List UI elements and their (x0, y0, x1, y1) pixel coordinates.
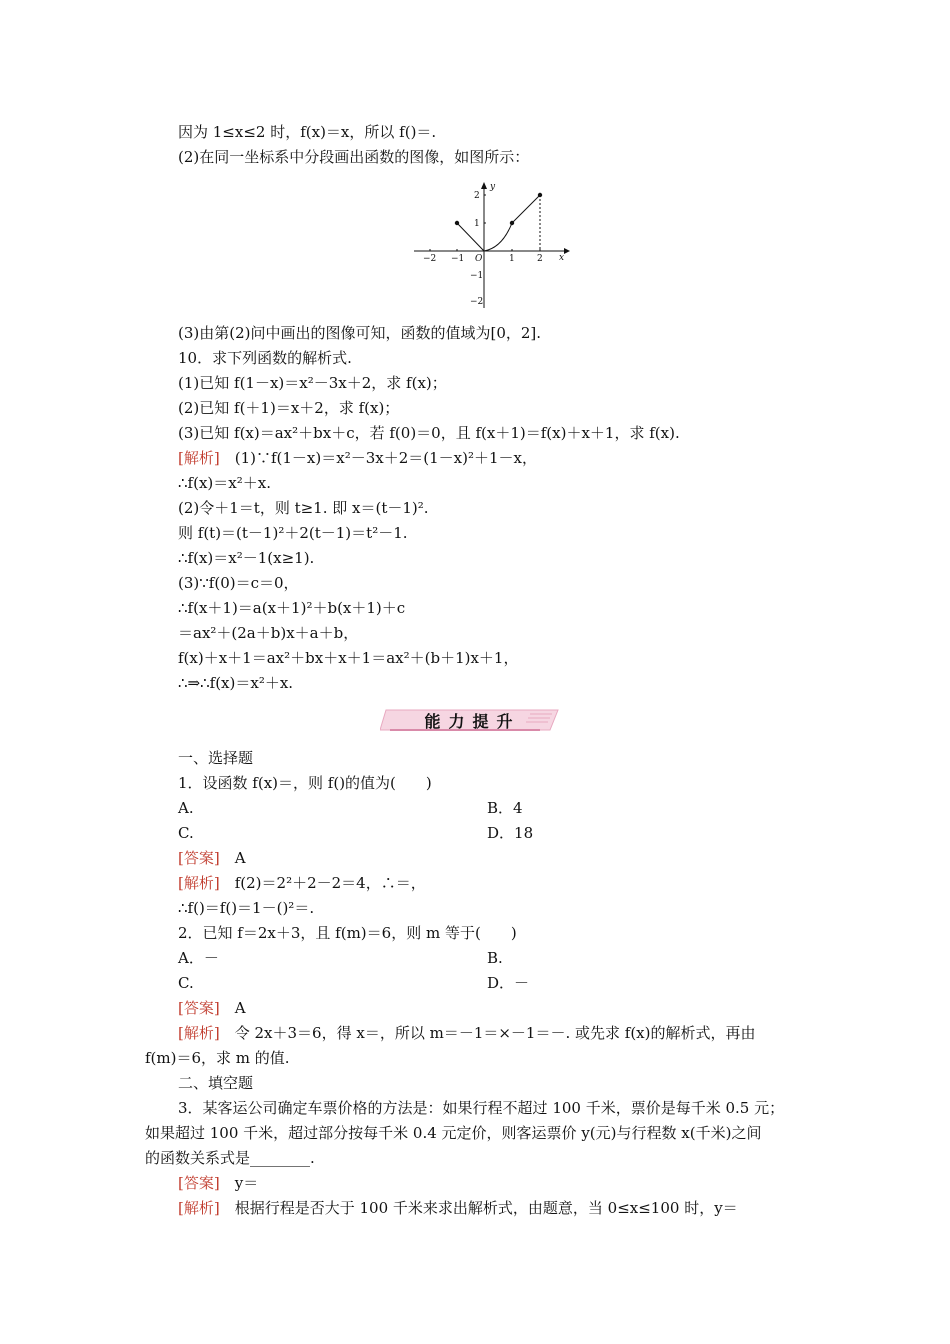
text-line: ＝ax²＋(2a＋b)x＋a＋b， (178, 624, 359, 642)
text-line: (3)由第(2)问中画出的图像可知，函数的值域为[0，2]. (178, 324, 542, 342)
answer-value: A (234, 849, 246, 867)
y-tick-label: 2 (474, 191, 480, 201)
text-line: ∴f(x＋1)＝a(x＋1)²＋b(x＋1)＋c (178, 599, 406, 617)
jiexi-tag: [解析] (178, 874, 220, 892)
text-line: 则 f(t)＝(t－1)²＋2(t－1)＝t²－1. (178, 524, 408, 542)
text-line: (2)已知 f(＋1)＝x＋2，求 f(x)； (178, 399, 400, 417)
explanation-line (178, 1023, 756, 1043)
text-line: ∴f(x)＝x²＋x. (178, 474, 271, 492)
section-heading: 一、选择题 (178, 749, 254, 767)
section-heading: 二、填空题 (178, 1074, 254, 1092)
function-graph (412, 180, 572, 315)
text-line: (3)∵f(0)＝c＝0， (178, 574, 299, 592)
jiexi-tag: [解析] (178, 1024, 220, 1042)
question-stem: 的函数关系式是________. (145, 1149, 315, 1167)
option-d: D．18 (487, 824, 534, 842)
jiexi-tag: [解析] (178, 1199, 220, 1217)
y-axis-label: y (490, 182, 496, 192)
text-line: (3)已知 f(x)＝ax²＋bx＋c，若 f(0)＝0，且 f(x＋1)＝f(x)＋x＋1，求 f(x). (178, 424, 680, 442)
text-line: f(x)＋x＋1＝ax²＋bx＋x＋1＝ax²＋(b＋1)x＋1， (178, 649, 519, 667)
option-c: C. (178, 974, 194, 992)
question-stem: 如果超过 100 千米，超过部分按每千米 0.4 元定价，则客运票价 y(元)与行程数 x(千米)之间 (145, 1124, 762, 1142)
x-tick-label: −1 (451, 254, 465, 264)
option-c: C. (178, 824, 194, 842)
text-line: ∴⇒∴f(x)＝x²＋x. (178, 674, 294, 692)
answer-value: y＝ (234, 1174, 259, 1192)
answer-line (178, 998, 246, 1018)
text-line: f(m)＝6，求 m 的值. (145, 1049, 290, 1067)
y-tick-label: −2 (470, 297, 484, 307)
explanation-line (178, 1198, 738, 1218)
y-tick-label: −1 (470, 271, 484, 281)
explanation-line (178, 873, 426, 893)
option-b: B．4 (487, 799, 523, 817)
y-axis-arrow (481, 182, 487, 189)
origin-label: O (475, 254, 483, 264)
section-banner (380, 705, 565, 735)
text-line: ∴f(x)＝x²－1(x≥1). (178, 549, 315, 567)
x-tick-label: 2 (537, 254, 543, 264)
graph-segment-left (457, 223, 484, 251)
daan-tag: [答案] (178, 849, 220, 867)
explanation-text: 根据行程是否大于 100 千米来求出解析式，由题意，当 0≤x≤100 时，y＝ (234, 1199, 738, 1217)
graph-segment-right (512, 195, 540, 223)
text-line: (1)已知 f(1－x)＝x²－3x＋2，求 f(x)； (178, 374, 447, 392)
option-b: B. (487, 949, 503, 967)
solution-text: (1)∵f(1－x)＝x²－3x＋2＝(1－x)²＋1－x， (234, 449, 537, 467)
text-line: 10．求下列函数的解析式. (178, 349, 352, 367)
daan-tag: [答案] (178, 999, 220, 1017)
question-stem: 2．已知 f＝2x＋3，且 f(m)＝6，则 m 等于( ) (178, 924, 517, 942)
text-line: (2)在同一坐标系中分段画出函数的图像，如图所示： (178, 148, 530, 166)
jiexi-tag: [解析] (178, 449, 220, 467)
option-a: A．－ (178, 949, 219, 967)
answer-line (178, 848, 246, 868)
text-line: 因为 1≤x≤2 时，f(x)＝x，所以 f()＝. (178, 123, 437, 141)
text-line: ∴f()＝f()＝1－()²＝. (178, 899, 315, 917)
text-line: (2)令＋1＝t，则 t≥1. 即 x＝(t－1)². (178, 499, 429, 517)
x-tick-label: −2 (423, 254, 437, 264)
banner-title: 能力提升 (424, 712, 521, 731)
question-stem: 1．设函数 f(x)＝，则 f()的值为( ) (178, 774, 432, 792)
explanation-text: f(2)＝2²＋2－2＝4，∴＝， (234, 874, 426, 892)
daan-tag: [答案] (178, 1174, 220, 1192)
question-stem: 3．某客运公司确定车票价格的方法是：如果行程不超过 100 千米，票价是每千米 0.5 元； (178, 1099, 785, 1117)
x-axis-arrow (564, 248, 570, 254)
explanation-text: 令 2x＋3＝6，得 x＝，所以 m＝－1＝×－1＝－. 或先求 f(x)的解析式，再由 (234, 1024, 756, 1042)
graph-point (510, 221, 514, 225)
solution-line (178, 448, 537, 468)
option-d: D．－ (487, 974, 530, 992)
x-axis-label: x (559, 253, 565, 263)
graph-point (455, 221, 459, 225)
graph-parabola (484, 223, 512, 251)
option-a: A. (178, 799, 194, 817)
x-tick-label: 1 (509, 254, 515, 264)
answer-value: A (234, 999, 246, 1017)
y-tick-label: 1 (474, 219, 480, 229)
graph-point (538, 193, 542, 197)
answer-line (178, 1173, 258, 1193)
